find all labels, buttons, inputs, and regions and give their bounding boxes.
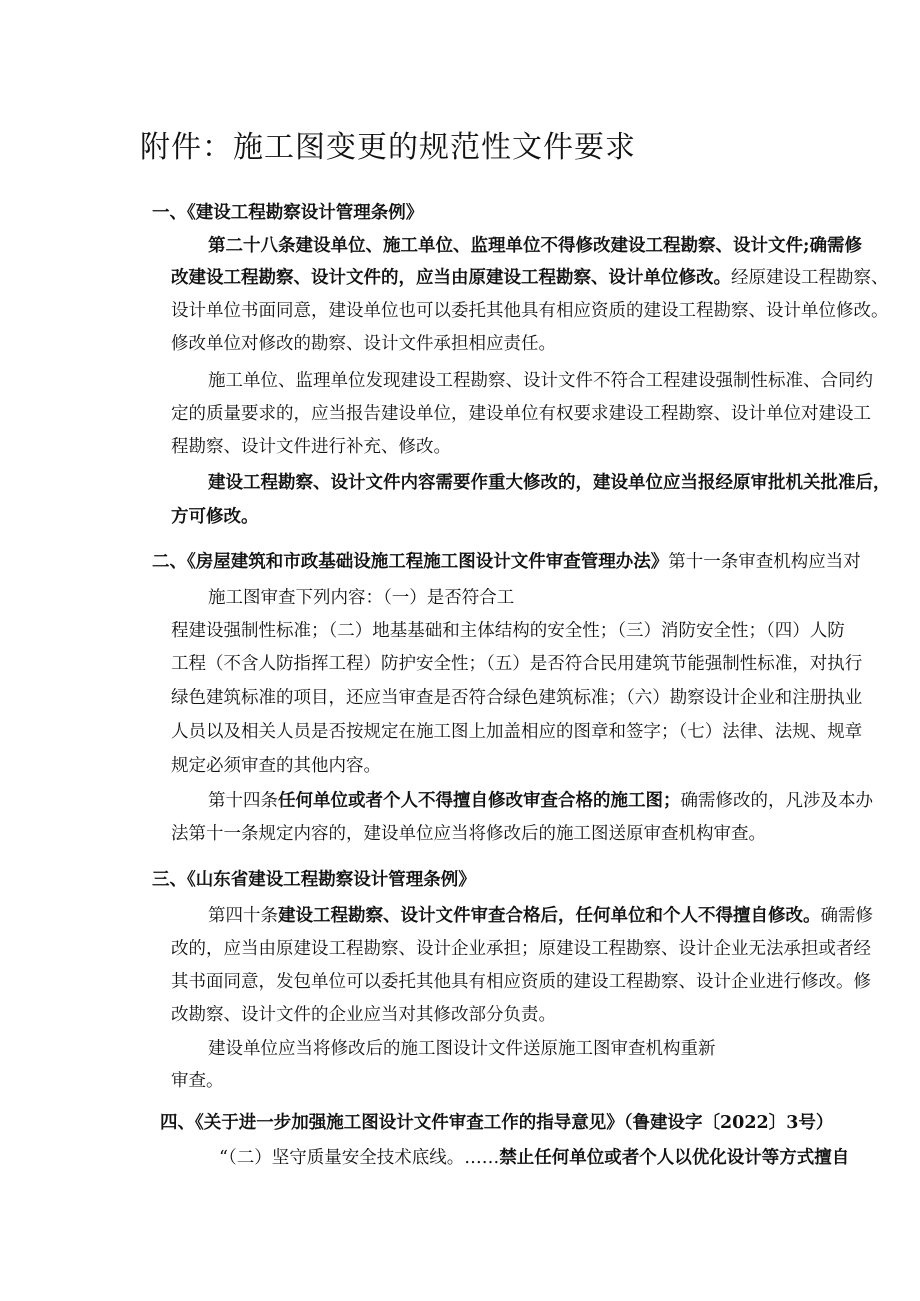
s2-p2-bold: 任何单位或者个人不得擅自修改审查合格的施工图； — [278, 791, 681, 811]
s3-line-1 — [208, 908, 873, 926]
s1-p1-line-2 — [171, 270, 889, 288]
s2-line-7: 规定必须审查的其他内容。 — [171, 756, 381, 776]
s4-line-1 — [219, 1150, 849, 1168]
s1-p2-line-1: 施工单位、监理单位发现建设工程勘察、设计文件不符合工程建设强制性标准、合同约 — [208, 371, 873, 391]
s3-line-4: 改勘察、设计文件的企业应当对其修改部分负责。 — [171, 1005, 556, 1025]
s1-p2-line-3: 程勘察、设计文件进行补充、修改。 — [171, 437, 451, 457]
s2-p2-line-2: 法第十一条规定内容的，建设单位应当将修改后的施工图送原审查机构审查。 — [171, 824, 766, 844]
section-3-heading: 三、《山东省建设工程勘察设计管理条例》 — [152, 870, 476, 890]
section-1-heading: 一、《建设工程勘察设计管理条例》 — [152, 203, 424, 223]
s3-line-6: 审查。 — [171, 1071, 224, 1091]
s2-p2-article: 第十四条 — [208, 791, 278, 811]
s2-line-4: 工程（不含人防指挥工程）防护安全性；（五）是否符合民用建筑节能强制性标准，对执行 — [171, 654, 863, 674]
s2-line-6: 人员以及相关人员是否按规定在施工图上加盖相应的图章和签字；（七）法律、法规、规章 — [171, 722, 863, 742]
s1-p3-line-2: 方可修改。 — [171, 507, 259, 527]
s3-line-5: 建设单位应当将修改后的施工图设计文件送原施工图审查机构重新 — [208, 1039, 716, 1059]
s1-p2-line-2: 定的质量要求的，应当报告建设单位，建设单位有权要求建设工程勘察、设计单位对建设工 — [171, 404, 871, 424]
page-title: 附件：施工图变更的规范性文件要求 — [140, 130, 636, 165]
s3-line-3: 其书面同意，发包单位可以委托其他具有相应资质的建设工程勘察、设计企业进行修改。修 — [171, 972, 871, 992]
s4-quote: “（二）坚守质量安全技术底线。…… — [219, 1148, 500, 1168]
section-2-heading-line — [152, 554, 861, 572]
s1-p1-line-1: 第二十八条建设单位、施工单位、监理单位不得修改建设工程勘察、设计文件;确需修 — [208, 236, 862, 256]
s1-p1-line-2-tail: 经原建设工程勘察、 — [731, 268, 889, 288]
section-2-heading-tail: 第十一条审查机构应当对 — [668, 552, 861, 572]
s3-article: 第四十条 — [208, 906, 278, 926]
s1-p3-line-1: 建设工程勘察、设计文件内容需要作重大修改的，建设单位应当报经原审批机关批准后， — [208, 473, 891, 493]
s3-line-2: 改的，应当由原建设工程勘察、设计企业承担；原建设工程勘察、设计企业无法承担或者经 — [171, 939, 871, 959]
s4-bold: 禁止任何单位或者个人以优化设计等方式擅自 — [499, 1148, 850, 1168]
section-2-heading: 二、《房屋建筑和市政基础设施工程施工图设计文件审查管理办法》 — [152, 552, 669, 572]
s2-line-2: 施工图审查下列内容：（一）是否符合工 — [208, 588, 515, 608]
s2-line-3: 程建设强制性标准；（二）地基基础和主体结构的安全性；（三）消防安全性；（四）人防 — [171, 621, 845, 641]
s3-bold: 建设工程勘察、设计文件审查合格后，任何单位和个人不得擅自修改。 — [278, 906, 821, 926]
s1-p1-line-3: 设计单位书面同意，建设单位也可以委托其他具有相应资质的建设工程勘察、设计单位修改。 — [171, 301, 889, 321]
s2-line-5: 绿色建筑标准的项目，还应当审查是否符合绿色建筑标准；（六）勘察设计企业和注册执业 — [171, 688, 863, 708]
s3-tail: 确需修 — [820, 906, 873, 926]
s2-p2-line-1 — [208, 793, 873, 811]
s1-p1-line-4: 修改单位对修改的勘察、设计文件承担相应责任。 — [171, 334, 556, 354]
section-4-heading: 四、《关于进一步加强施工图设计文件审查工作的指导意见》（鲁建设字〔2022〕3号） — [160, 1113, 834, 1133]
s2-p2-tail: 确需修改的，凡涉及本办 — [680, 791, 873, 811]
s1-p1-line-2-bold: 改建设工程勘察、设计文件的，应当由原建设工程勘察、设计单位修改。 — [171, 268, 731, 288]
